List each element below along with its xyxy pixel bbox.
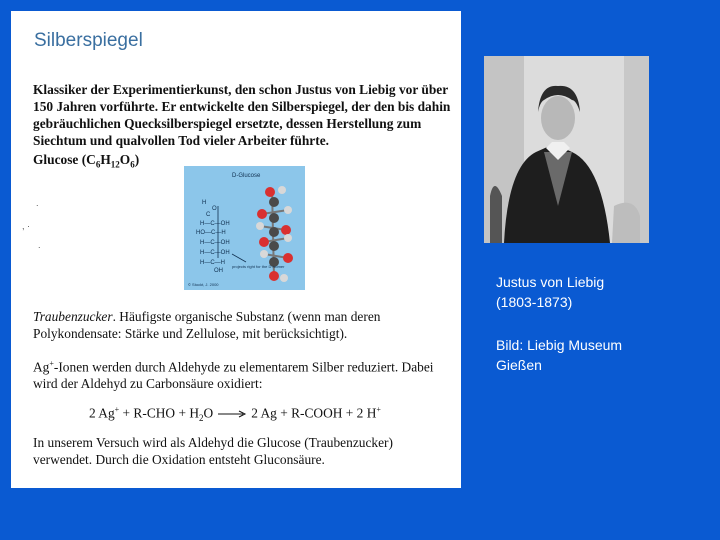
oxygen-atom	[281, 225, 291, 235]
atom-label: H—C—OH	[200, 240, 230, 246]
intro-paragraph: Klassiker der Experimentierkunst, den schon Justus von Liebig vor über 150 Jahren vorführte. Er entwickelte den Silberspiegel, der den bis dahin gebräuchlichen Quecksilberspiegel ersetzte, dessen Herstellung zum Siechtum und qualvollen Tod vieler Arbeiter führte.	[33, 82, 451, 148]
diagram-note: projects right for the D isomer	[232, 264, 285, 269]
atom-label: OH	[214, 268, 223, 274]
hand	[612, 203, 640, 243]
diagram-footer: © Stockt, J. 2000	[188, 282, 219, 287]
eq-right-a: 2 Ag + R-COOH + 2 H	[251, 405, 377, 421]
hydrogen-atom	[256, 222, 264, 230]
carbon-atom	[269, 197, 279, 207]
atom-label: H	[202, 200, 207, 206]
oxygen-atom	[257, 209, 267, 219]
oxygen-atom	[259, 237, 269, 247]
diagram-title: D-Glucose	[232, 173, 261, 179]
silver-text: -Ionen werden durch Aldehyde zu elementarem Silber reduziert. Dabei wird der Aldehyd zu Carbonsäure oxidiert:	[33, 359, 434, 392]
eq-left-a: 2 Ag	[89, 405, 115, 421]
glucose-sub-o: 6	[130, 159, 135, 170]
glucose-o: O	[119, 152, 131, 167]
carbon-atom	[269, 227, 279, 237]
glucose-close: )	[134, 152, 140, 167]
portrait-image	[484, 56, 649, 243]
glucose-h: H	[100, 152, 111, 167]
face	[541, 96, 575, 140]
redox-equation	[89, 401, 381, 427]
eq-right-charge: +	[376, 405, 381, 414]
atom-label: O	[212, 206, 217, 212]
traubenzucker-text: . Häufigste organische Substanz (wenn man deren Polykondensate: Stärke und Zellulose, mit berücksichtigt).	[33, 309, 381, 341]
liebig-portrait	[484, 56, 649, 243]
silver-paragraph	[33, 355, 453, 392]
eq-h2o-sub: 2	[199, 413, 204, 424]
oxygen-atom	[265, 187, 275, 197]
glucose-sub-h: 12	[110, 159, 120, 170]
carbon-atom	[269, 241, 279, 251]
atom-label: H—C—H	[200, 260, 225, 266]
atom-label: H—C—OH	[200, 221, 230, 227]
slide-panel	[11, 11, 461, 488]
image-credit	[496, 335, 622, 375]
portrait-caption	[496, 272, 604, 312]
atom-label: H—C—OH	[200, 250, 230, 256]
glucose-sub-c: 6	[95, 159, 101, 170]
hydrogen-atom	[260, 250, 268, 258]
silver-charge: +	[49, 359, 54, 368]
atom-label: HO—C—H	[196, 230, 226, 236]
eq-left-c: O	[203, 405, 214, 421]
chair-post	[490, 186, 502, 243]
closing-paragraph: In unserem Versuch wird als Aldehyd die Glucose (Traubenzucker) verwendet. Durch die Oxidation entsteht Gluconsäure.	[33, 435, 393, 467]
oxygen-atom	[283, 253, 293, 263]
hydrogen-atom	[284, 234, 292, 242]
eq-plus-charge: +	[114, 405, 120, 414]
caption-name: Justus von Liebig	[496, 274, 605, 290]
caption-years: (1803-1873)	[496, 294, 573, 310]
eq-left-b: + R-CHO + H	[119, 405, 200, 421]
hydrogen-atom	[284, 206, 292, 214]
glucose-structure-diagram	[184, 166, 305, 290]
hydrogen-atom	[280, 274, 288, 282]
reaction-arrow-icon	[217, 409, 247, 419]
note-arrow	[232, 254, 246, 262]
traubenzucker-paragraph	[33, 308, 453, 342]
carbon-atom	[269, 213, 279, 223]
credit-line-2: Gießen	[496, 357, 542, 373]
traubenzucker-term: Traubenzucker	[33, 309, 113, 324]
silver-ag: Ag	[33, 359, 50, 375]
margin-mark: .	[36, 198, 39, 208]
slide-title: Silberspiegel	[34, 30, 143, 51]
credit-line-1: Bild: Liebig Museum	[496, 337, 623, 353]
atom-label: C	[206, 212, 211, 218]
glucose-formula	[33, 151, 139, 174]
margin-mark: .	[38, 240, 41, 250]
glucose-label: Glucose (C	[33, 152, 96, 167]
margin-mark: , ·	[22, 221, 30, 231]
hydrogen-atom	[278, 186, 286, 194]
glucose-structure-svg	[184, 166, 305, 290]
oxygen-atom	[269, 271, 279, 281]
